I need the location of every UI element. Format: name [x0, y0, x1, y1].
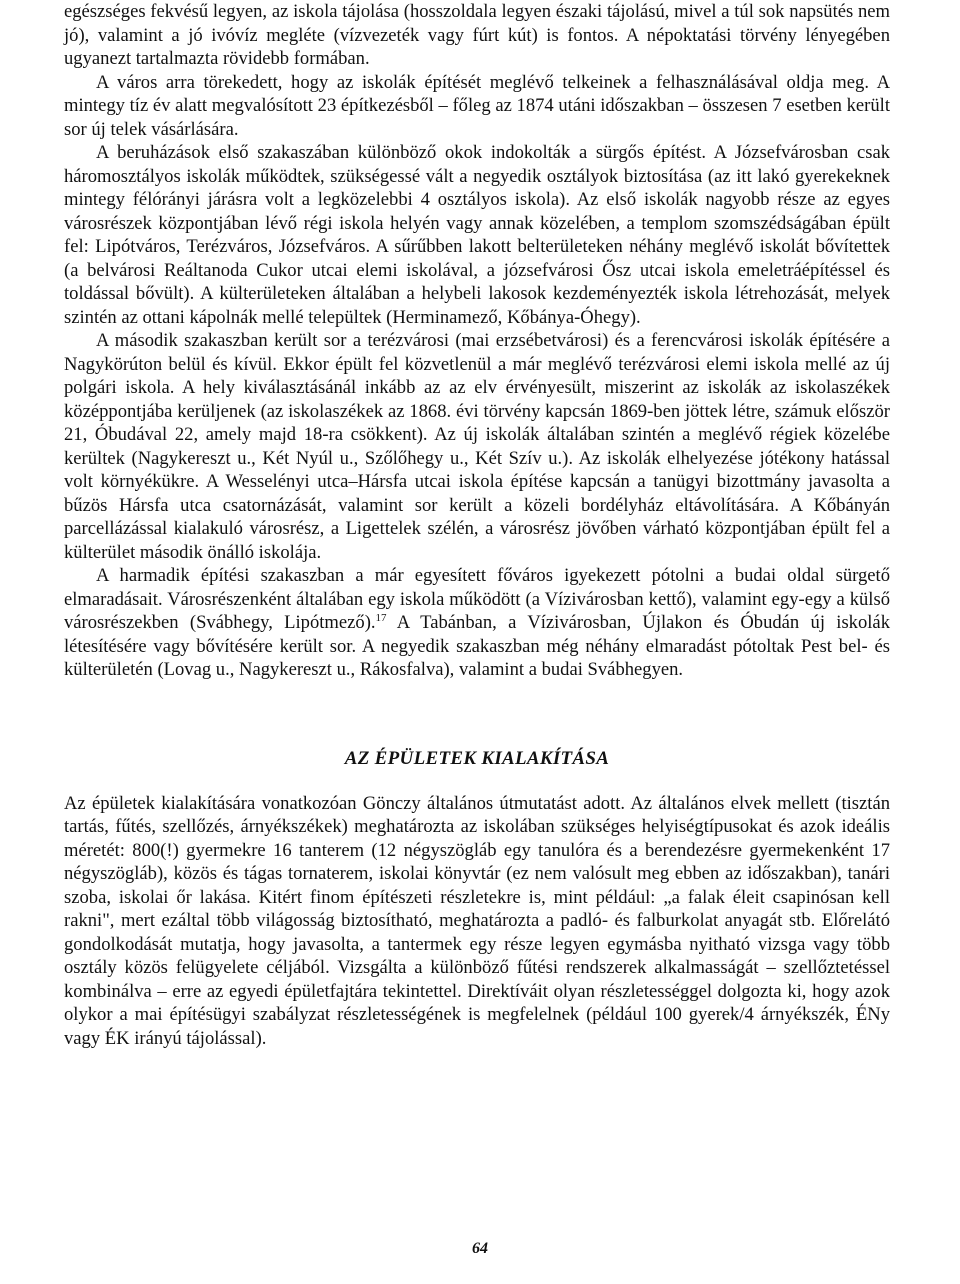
- paragraph-5-text-b: A Tabánban, a Vízivárosban, Újlakon és Óbudán új iskolák létesítésére vagy bővítésére került sor. A negyedik szakaszban még néhány elmaradást pótoltak Pest bel- és külterületén (Lovag u., Nagykereszt u., Rákosfalva), valamint a budai Svábhegyen.: [64, 612, 890, 680]
- section-title: AZ ÉPÜLETEK KIALAKÍTÁSA: [344, 747, 610, 769]
- paragraph-3: A beruházások első szakaszában különböző okok indokolták a sürgős építést. A Józsefvárosban csak háromosztályos iskolák működtek, szükségessé vált a negyedik osztályok biztosítása (az itt lakó gyerekeknek mintegy félórányi járásra volt a legközelebbi 4 osztályos iskola). Az első iskolák nagyobb része az egyes városrészek központjában lévő régi iskola helyén vagy annak közelében, a templom szomszédságában épült fel: Lipótváros, Terézváros, Józsefváros. A sűrűbben lakott belterületeken néhány meglévő iskolát bővítettek (a belvárosi Reáltanoda Cukor utcai elemi iskolával, a józsefvárosi Ősz utcai iskola emeletráépítéssel és toldással bővült). A külterületeken általában a helybeli lakosok kezdeményezték iskola létrehozását, melyek szintén az ottani kápolnák mellé települtek (Herminamező, Kőbánya-Óhegy).: [64, 142, 890, 328]
- paragraph-5: [64, 564, 890, 682]
- paragraph-5-text-a: A harmadik építési szakaszban a már egyesített főváros igyekezett pótolni a budai oldal sürgető elmaradásait. Városrészenként általában egy iskola működött (a Vízivárosban kettő), valamint egy-egy a külső városrészekben (Svábhegy, Lipótmező).: [64, 565, 890, 633]
- page-body: [64, 0, 890, 1050]
- paragraph-2: A város arra törekedett, hogy az iskolák építését meglévő telkeinek a felhasználásával oldja meg. A mintegy tíz év alatt megvalósított 23 építkezésből – főleg az 1874 utáni időszakban – összesen 7 esetben került sor új telek vásárlására.: [64, 71, 890, 140]
- footnote-reference: 17: [375, 611, 387, 624]
- page-number: 64: [472, 1240, 488, 1257]
- paragraph-4: A második szakaszban került sor a terézvárosi (mai erzsébetvárosi) és a ferencvárosi iskolák építésére a Nagykörúton belül és kívül. Ekkor épült fel közvetlenül a már meglévő terézvárosi elemi iskola mellé az új polgári iskola. A hely kiválasztásánál inkább az az elv érvényesült, miszerint az iskolák az iskolaszékek középpontjába kerüljenek (az iskolaszékek az 1868. évi törvény kapcsán 1869-ben jöttek létre, számuk először 21, Óbudával 22, amely majd 18-ra csökkent). Az új iskolák általában szintén a meglévő régiek közelébe kerültek (Nagykereszt u., Két Nyúl u., Szőlőhegy u., Két Szív u.). Az iskolák elhelyezése jótékony hatással volt környékükre. A Wesselényi utca–Hársfa utcai iskola építése kapcsán a tanügyi bizottmány javasolta a bűzös Hársfa utca csatornázását, valamint sor került a közeli bordélyház eltávolítására. A Kőbányán parcellázással kialakuló városrész, a Ligettelek szélén, a városrész jövőben várható központjában épült fel a külterület második önálló iskolája.: [64, 330, 890, 563]
- paragraph-1: egészséges fekvésű legyen, az iskola tájolása (hosszoldala legyen északi tájolású, mivel a túl sok napsütés nem jó), valamint a jó ivóvíz megléte (vízvezeték vagy fúrt kút) is fontos. A népoktatási törvény lényegében ugyanezt tartalmazta rövidebb formában.: [64, 1, 890, 69]
- paragraph-6: Az épületek kialakítására vonatkozóan Gönczy általános útmutatást adott. Az általános elvek mellett (tisztán tartás, fűtés, szellőzés, árnyékszékek) meghatározta az iskolában szükséges helyiségtípusokat és azok ideális méretét: 800(!) gyermekre 16 tanterem (12 négyszögláb egy tanulóra és a berendezésre gyermekenként 17 négyszögláb), közös és tágas tornaterem, iskolai könyvtár (ez nem valósult meg ebben az időszakban), tanári szoba, iskolai őr lakása. Kitért finom építészeti részletekre is, mint például: „a falak éleit csapinósan kell rakni", mert ezáltal több világosság biztosítható, meghatározta a padló- és falburkolat anyagát stb. Előrelátó gondolkodását mutatja, hogy javasolta, a tantermek egy része legyen egymásba nyitható vizsga vagy több osztály közös felügyelete céljából. Vizsgálta a különböző fűtési rendszerek alkalmasságát – szellőztetéssel kombinálva – erre az egyedi épületfajtára tekintettel. Direktíváit olyan részletességgel dolgozta ki, hogy azok olykor a mai építésügyi szabályzat részletességének is megfelelnek (például 100 gyerek/4 árnyékszék, ÉNy vagy ÉK irányú tájolással).: [64, 792, 890, 1049]
